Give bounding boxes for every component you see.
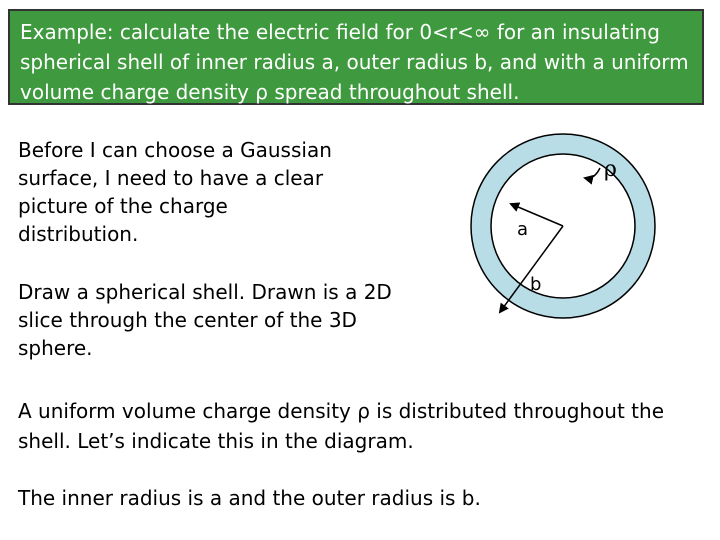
rho-label: ρ	[604, 157, 617, 182]
paragraph-draw-shell: Draw a spherical shell. Drawn is a 2D slice through the center of the 3D sphere.	[18, 280, 392, 360]
header-text: Example: calculate the electric field for 0<r<∞ for an insulating spherical shell of inner radius a, outer radius b, and with a uniform volume charge density ρ spread throughout shell.	[20, 20, 689, 104]
inner-radius-label: a	[517, 219, 529, 240]
paragraph-radii: The inner radius is a and the outer radius is b.	[18, 486, 481, 510]
outer-radius-label: b	[530, 274, 542, 295]
paragraph-charge-density: A uniform volume charge density ρ is distributed throughout the shell. Let’s indicate this in the diagram.	[18, 399, 664, 453]
paragraph-gaussian-surface: Before I can choose a Gaussian surface, I need to have a clear picture of the charge distribution.	[18, 138, 332, 246]
